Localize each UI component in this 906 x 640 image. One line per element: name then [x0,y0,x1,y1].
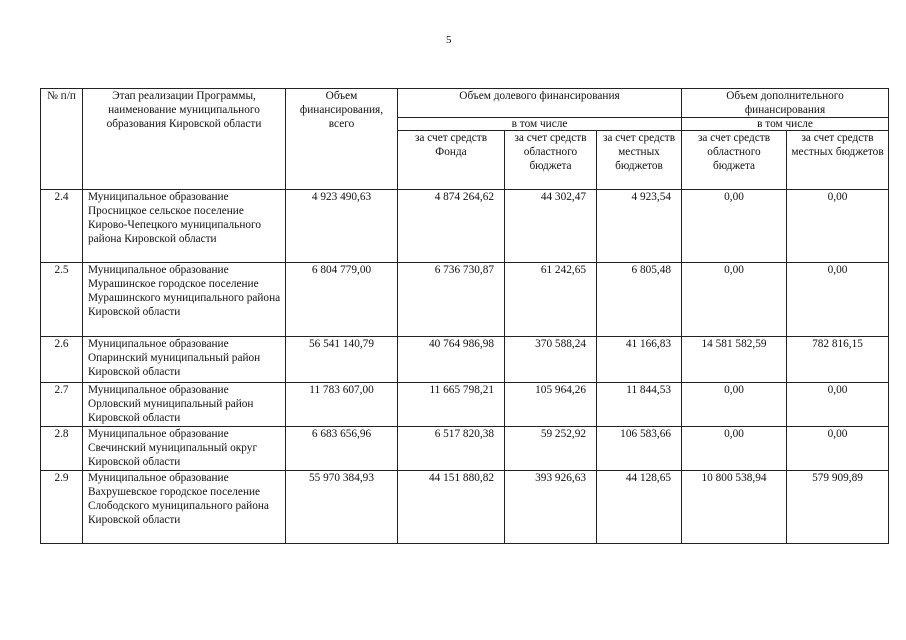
page-number: 5 [446,34,452,46]
local-amount: 11 844,53 [597,383,682,427]
local-amount: 4 923,54 [597,190,682,263]
row-number: 2.6 [41,337,83,383]
table-row [41,263,889,337]
add-local-amount: 0,00 [787,263,889,337]
header-regional-budget: за счет средств областного бюджета [505,131,597,190]
add-local-amount: 0,00 [787,383,889,427]
total-amount: 56 541 140,79 [286,337,398,383]
add-regional-amount: 0,00 [682,427,787,471]
add-local-amount: 0,00 [787,190,889,263]
header-shared-financing: Объем долевого финансирования [398,89,682,118]
table-row [41,471,889,544]
add-regional-amount: 10 800 538,94 [682,471,787,544]
municipality-name: Муниципальное образование Свечинский муниципальный округ Кировской области [83,427,286,471]
fund-amount: 40 764 986,98 [398,337,505,383]
regional-amount: 105 964,26 [505,383,597,427]
row-number: 2.5 [41,263,83,337]
regional-amount: 59 252,92 [505,427,597,471]
header-including-shared: в том числе [398,118,682,131]
row-number: 2.8 [41,427,83,471]
add-regional-amount: 0,00 [682,383,787,427]
header-additional-financing: Объем дополнительного финансирования [682,89,889,118]
add-local-amount: 782 816,15 [787,337,889,383]
table-row [41,383,889,427]
add-regional-amount: 0,00 [682,263,787,337]
row-number: 2.4 [41,190,83,263]
local-amount: 44 128,65 [597,471,682,544]
table-row [41,427,889,471]
total-amount: 55 970 384,93 [286,471,398,544]
total-amount: 4 923 490,63 [286,190,398,263]
header-stage: Этап реализации Программы, наименование муниципального образования Кировской области [83,89,286,190]
fund-amount: 11 665 798,21 [398,383,505,427]
table-row [41,190,889,263]
row-number: 2.7 [41,383,83,427]
local-amount: 41 166,83 [597,337,682,383]
fund-amount: 4 874 264,62 [398,190,505,263]
regional-amount: 44 302,47 [505,190,597,263]
add-local-amount: 579 909,89 [787,471,889,544]
regional-amount: 61 242,65 [505,263,597,337]
municipality-name: Муниципальное образование Опаринский муниципальный район Кировской области [83,337,286,383]
fund-amount: 6 736 730,87 [398,263,505,337]
header-no: № п/п [41,89,83,190]
local-amount: 106 583,66 [597,427,682,471]
total-amount: 6 683 656,96 [286,427,398,471]
header-add-local-budgets: за счет средств местных бюджетов [787,131,889,190]
regional-amount: 370 588,24 [505,337,597,383]
header-add-regional-budget: за счет средств областного бюджета [682,131,787,190]
header-local-budgets: за счет средств местных бюджетов [597,131,682,190]
header-including-additional: в том числе [682,118,889,131]
municipality-name: Муниципальное образование Орловский муниципальный район Кировской области [83,383,286,427]
total-amount: 6 804 779,00 [286,263,398,337]
row-number: 2.9 [41,471,83,544]
fund-amount: 44 151 880,82 [398,471,505,544]
local-amount: 6 805,48 [597,263,682,337]
total-amount: 11 783 607,00 [286,383,398,427]
fund-amount: 6 517 820,38 [398,427,505,471]
add-regional-amount: 14 581 582,59 [682,337,787,383]
add-local-amount: 0,00 [787,427,889,471]
header-total: Объем финансирования, всего [286,89,398,190]
table-header-row [41,89,889,118]
municipality-name: Муниципальное образование Просницкое сельское поселение Кирово-Чепецкого муниципального района Кировской области [83,190,286,263]
table-row [41,337,889,383]
header-fund: за счет средств Фонда [398,131,505,190]
financing-table [40,88,889,544]
municipality-name: Муниципальное образование Мурашинское городское поселение Мурашинского муниципального района Кировской области [83,263,286,337]
add-regional-amount: 0,00 [682,190,787,263]
regional-amount: 393 926,63 [505,471,597,544]
municipality-name: Муниципальное образование Вахрушевское городское поселение Слободского муниципального района Кировской области [83,471,286,544]
